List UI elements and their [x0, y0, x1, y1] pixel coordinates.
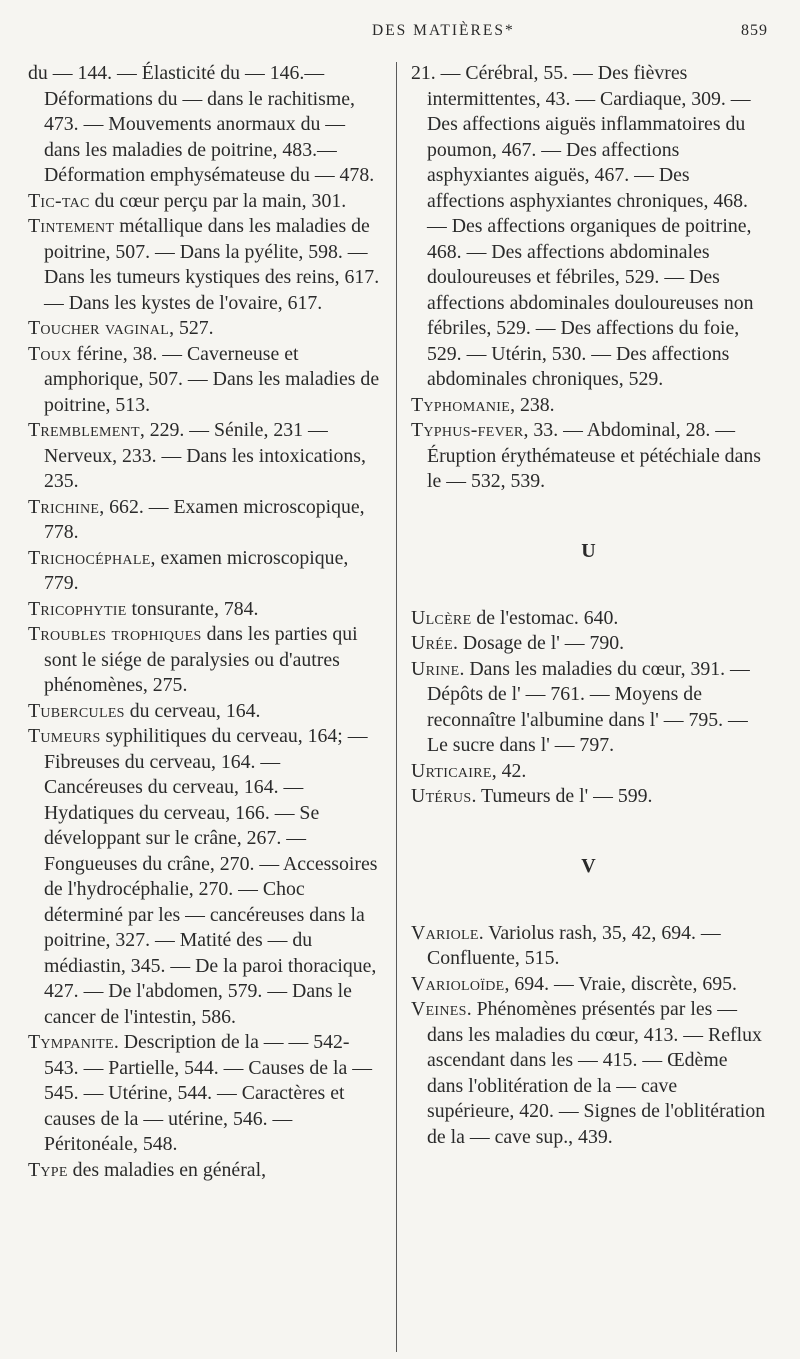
entry-text: de l'estomac. 640. — [471, 606, 619, 629]
running-head — [0, 18, 800, 48]
right-column — [411, 61, 766, 1150]
entry-keyword: Tintement — [28, 215, 115, 237]
entry-text: . Variolus rash, 35, 42, 694. — Confluente, 515. — [427, 921, 721, 969]
entry-keyword: Toux — [28, 342, 72, 365]
entry-keyword: Urticaire — [411, 759, 492, 782]
entry-text: . Tumeurs de l' — 599. — [471, 785, 653, 807]
index-entry — [411, 606, 766, 632]
entry-text: métallique dans les maladies de poitrine, 507. — Dans la pyélite, 598. — Dans les tumeurs kystiques des reins, 617. — Dans les kystes de l'ovaire, 617. — [44, 215, 380, 314]
entry-keyword: Troubles trophiques — [28, 623, 202, 645]
index-entry — [411, 631, 766, 657]
entry-text: tonsurante, 784. — [126, 597, 259, 620]
index-entry — [28, 622, 383, 699]
entry-text: , 229. — Sénile, 231 — Nerveux, 233. — Dans les intoxications, 235. — [44, 419, 366, 492]
index-entry — [411, 921, 766, 972]
entry-keyword: Tricophytie — [28, 597, 127, 620]
index-entry — [411, 997, 766, 1150]
entry-text: . Dosage de l' — 790. — [452, 632, 625, 654]
entry-text: du cerveau, 164. — [124, 699, 261, 722]
index-entry — [28, 546, 383, 597]
entry-keyword: Varioloïde — [411, 972, 505, 995]
entry-keyword: Urine — [411, 657, 460, 680]
entry-keyword: Ulcère — [411, 606, 472, 629]
section-letter-v: V — [581, 854, 596, 877]
entry-keyword: Tympanite — [28, 1031, 114, 1053]
index-entry — [28, 1030, 383, 1158]
entry-keyword: Urée — [411, 632, 453, 654]
entry-text: dans les parties qui sont le siége de paralysies ou d'autres phénomènes, 275. — [44, 623, 358, 696]
index-entry — [28, 214, 383, 316]
index-entry — [411, 657, 766, 759]
index-entry — [411, 418, 766, 495]
column-divider — [396, 62, 397, 1352]
entry-text: , 527. — [169, 317, 214, 339]
entry-text: , 694. — Vraie, discrète, 695. — [504, 972, 737, 995]
index-entry — [28, 699, 383, 725]
entry-text: . Dans les maladies du cœur, 391. — Dépôts de l' — 761. — Moyens de reconnaître l'albumine dans l' — 795. — Le sucre dans l' — 797. — [427, 657, 750, 756]
entry-text: . Phénomènes présentés par les — dans les maladies du cœur, 413. — Reflux ascendant dans les — 415. — Œdème dans l'oblitération de la — cave supérieure, 420. — Signes de l'oblitération de la — cave sup., 439. — [427, 998, 766, 1148]
entry-text: , 42. — [491, 759, 527, 782]
index-entry — [411, 61, 766, 393]
entry-keyword: Tumeurs — [28, 725, 101, 747]
entry-keyword: Tic-tac — [28, 189, 90, 212]
section-letter-u: U — [581, 539, 596, 562]
entry-text: syphilitiques du cerveau, 164; — Fibreuses du cerveau, 164. — Cancéreuses du cerveau, 164. — Hydatiques du cerveau, 166. — Se développant sur le crâne, 267. — Fongueuses du crâne, 270. — Accessoires de l'hydrocéphalie, 270. — Choc déterminé par les — cancéreuses dans la poitrine, 327. — Matité des — du médiastin, 345. — De la paroi thoracique, 427. — De l'abdomen, 579. — Dans le cancer de l'intestin, 586. — [44, 725, 378, 1028]
entry-keyword: Trichocéphale — [28, 546, 151, 569]
entry-keyword: Tremblement — [28, 419, 140, 441]
entry-keyword: Trichine — [28, 495, 100, 518]
index-entry — [28, 342, 383, 419]
entry-text: . Description de la — — 542-543. — Partielle, 544. — Causes de la — 545. — Utérine, 544. — Caractères et causes de la — utérine, 546. — Péritonéale, 548. — [44, 1031, 372, 1155]
entry-keyword: Typhus-fever — [411, 419, 524, 441]
entry-keyword: Toucher vaginal — [28, 317, 170, 339]
entry-text: 21. — Cérébral, 55. — Des fièvres intermittentes, 43. — Cardiaque, 309. — Des affections aiguës inflammatoires du poumon, 467. — Des affections asphyxiantes aiguës, 467. — Des affections asphyxiantes chroniques, 468. — Des affections organiques de poitrine, 468. — Des affections abdominales douloureuses et fébriles, 529. — Des affections abdominales douloureuses non fébriles, 529. — Des affections du foie, 529. — Utérin, 530. — Des affections abdominales chroniques, 529. — [411, 62, 754, 390]
entry-text: férine, 38. — Caverneuse et amphorique, 507. — Dans les maladies de poitrine, 513. — [44, 342, 380, 416]
index-entry — [28, 724, 383, 1030]
entry-text: , examen microscopique, 779. — [44, 546, 349, 594]
entry-text: du cœur perçu par la main, 301. — [89, 189, 347, 212]
page-number: 859 — [741, 22, 768, 39]
index-entry — [28, 1158, 383, 1184]
entry-keyword: Tubercules — [28, 699, 125, 722]
index-entry — [28, 418, 383, 495]
entry-keyword: Typhomanie — [411, 393, 511, 416]
index-entry — [411, 784, 766, 810]
entry-text: du — 144. — Élasticité du — 146.— Déformations du — dans le rachitisme, 473. — Mouvements anormaux du — dans les maladies de poitrine, 483.— Déformation emphysémateuse du — 478. — [28, 62, 375, 186]
index-entry — [28, 61, 383, 189]
index-entry — [411, 393, 766, 419]
index-entry — [28, 189, 383, 215]
index-entry — [28, 316, 383, 342]
entry-text: , 662. — Examen microscopique, 778. — [44, 495, 365, 543]
index-entry — [411, 972, 766, 998]
entry-text: , 33. — Abdominal, 28. — Éruption érythémateuse et pétéchiale dans le — 532, 539. — [427, 419, 761, 492]
entry-keyword: Veines — [411, 998, 467, 1020]
index-entry — [28, 495, 383, 546]
entry-keyword: Variole — [411, 921, 479, 944]
entry-text: , 238. — [510, 393, 555, 416]
entry-text: des maladies en général, — [67, 1158, 267, 1181]
index-entry — [28, 597, 383, 623]
entry-keyword: Utérus — [411, 785, 472, 807]
running-head-title: DES MATIÈRES* — [372, 22, 515, 39]
left-column — [28, 61, 383, 1183]
entry-keyword: Type — [28, 1158, 68, 1181]
index-entry — [411, 759, 766, 785]
